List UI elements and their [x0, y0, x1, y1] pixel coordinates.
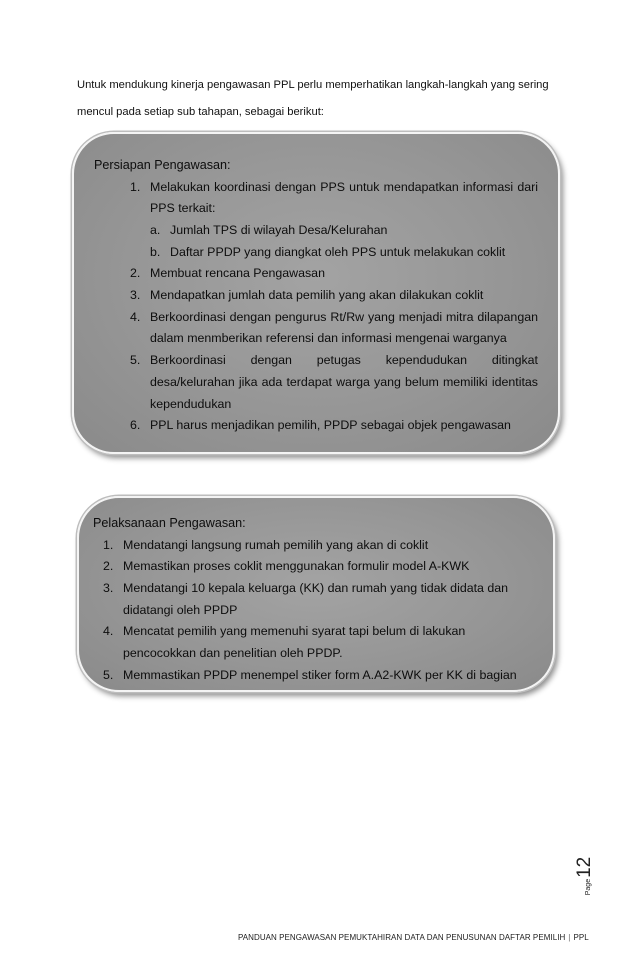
page-number-value: 12 [574, 856, 595, 878]
persiapan-pengawasan-box [72, 132, 560, 454]
item-text: Mencatat pemilih yang memenuhi syarat tapi belum di lakukan pencocokkan dan penelitian oleh PPDP. [123, 624, 466, 661]
item-number: 3. [103, 580, 114, 595]
item-text: Mendatangi langsung rumah pemilih yang akan di coklit [123, 537, 429, 552]
item-number: 4. [103, 624, 114, 639]
item-number: 1. [130, 179, 141, 194]
pelaksanaan-pengawasan-box [77, 496, 555, 692]
item-text: Mendatangi 10 kepala keluarga (KK) dan rumah yang tidak didata dan didatangi oleh PPDP [123, 580, 509, 617]
persiapan-list [94, 177, 538, 437]
item-text: Berkoordinasi dengan pengurus Rt/Rw yang menjadi mitra dilapangan dalam menmberikan referensi dan informasi mengenai warganya [150, 309, 538, 346]
pelaksanaan-list [93, 535, 533, 687]
footer-separator: | [568, 933, 571, 942]
persiapan-sub-list [130, 220, 538, 263]
persiapan-title: Persiapan Pengawasan: [94, 158, 231, 172]
item-letter: a. [150, 222, 161, 237]
pelaksanaan-title: Pelaksanaan Pengawasan: [93, 516, 246, 530]
item-text: PPL harus menjadikan pemilih, PPDP sebagai objek pengawasan [150, 418, 511, 433]
item-number: 4. [130, 309, 141, 324]
list-item [103, 578, 533, 621]
item-number: 6. [130, 418, 141, 433]
intro-paragraph [77, 72, 577, 126]
item-text: Memmastikan PPDP menempel stiker form A.A2-KWK per KK di bagian [123, 667, 517, 682]
list-item [130, 263, 538, 285]
item-text: Membuat rencana Pengawasan [150, 266, 325, 281]
item-text: Berkoordinasi dengan petugas kependudukan ditingkat desa/kelurahan jika ada terdapat warga yang belum memiliki identitas kependudukan [150, 353, 538, 411]
list-item [130, 415, 538, 437]
intro-line-2: mencul pada setiap sub tahapan, sebagai berikut: [77, 106, 324, 118]
item-number: 5. [130, 353, 141, 368]
list-item [130, 177, 538, 220]
footer-suffix: PPL [573, 933, 589, 942]
list-item [103, 621, 533, 664]
page-label: Page [585, 878, 592, 896]
list-item [103, 556, 533, 578]
list-item [103, 535, 533, 557]
item-text: Melakukan koordinasi dengan PPS untuk mendapatkan informasi dari PPS terkait: [150, 179, 538, 216]
item-number: 3. [130, 288, 141, 303]
list-item [150, 242, 538, 264]
intro-line-1: Untuk mendukung kinerja pengawasan PPL perlu memperhatikan langkah-langkah yang sering [77, 79, 549, 91]
item-number: 1. [103, 537, 114, 552]
item-number: 2. [130, 266, 141, 281]
list-item [130, 285, 538, 307]
list-item [130, 307, 538, 350]
page-number [574, 856, 614, 896]
item-text: Jumlah TPS di wilayah Desa/Kelurahan [170, 222, 388, 237]
item-text: Daftar PPDP yang diangkat oleh PPS untuk melakukan coklit [170, 244, 506, 259]
sub-list-container [130, 220, 538, 263]
footer-title: PANDUAN PENGAWASAN PEMUKTAHIRAN DATA DAN PENUSUNAN DAFTAR PEMILIH [238, 933, 566, 942]
list-item [150, 220, 538, 242]
list-item [130, 350, 538, 415]
item-letter: b. [150, 244, 161, 259]
item-number: 5. [103, 667, 114, 682]
list-item [103, 665, 533, 687]
item-text: Mendapatkan jumlah data pemilih yang akan dilakukan coklit [150, 288, 484, 303]
item-text: Memastikan proses coklit menggunakan formulir model A-KWK [123, 559, 470, 574]
item-number: 2. [103, 559, 114, 574]
page-footer [238, 933, 628, 942]
